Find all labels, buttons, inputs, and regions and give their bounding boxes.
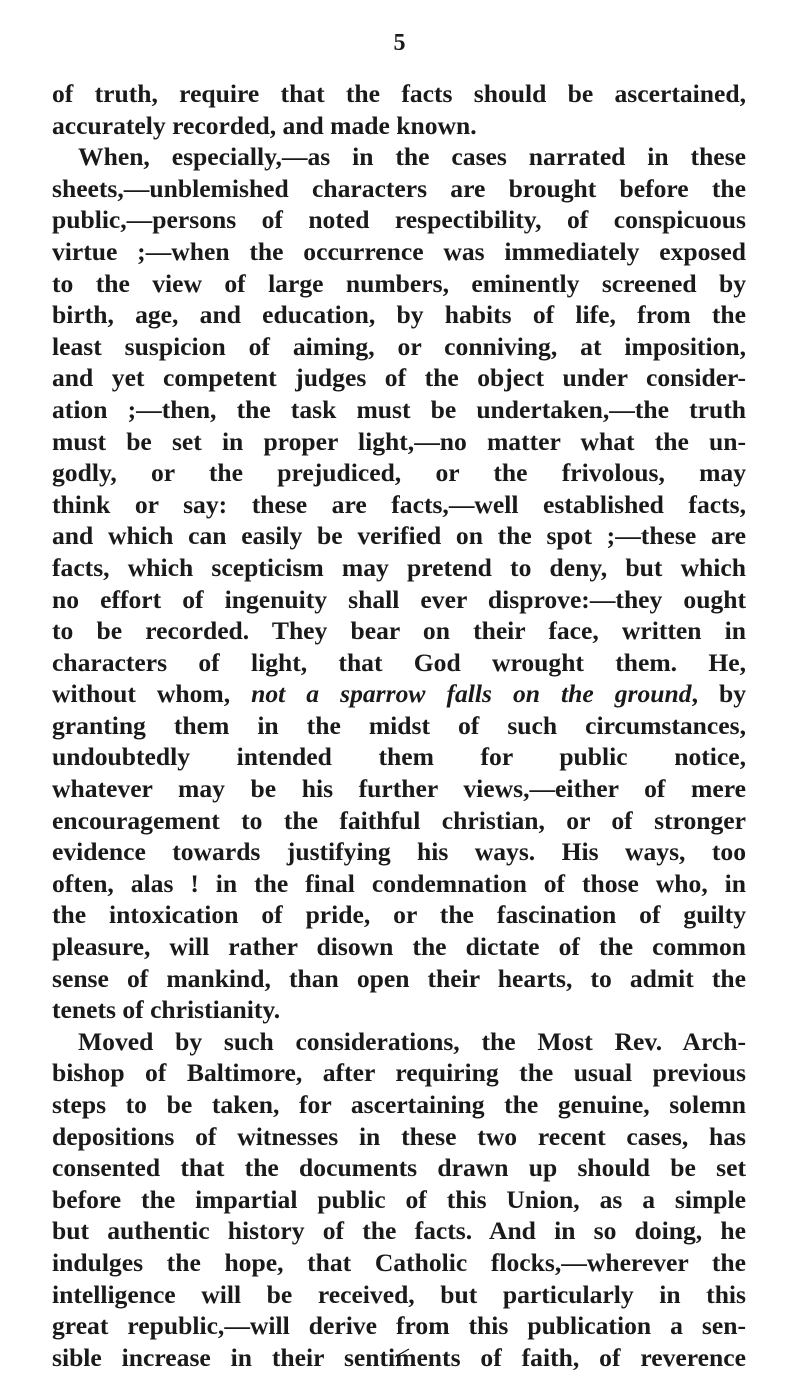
text-line-with-italic (52, 678, 746, 710)
body-text (52, 78, 746, 1373)
text-segment: , by (691, 679, 747, 709)
text-line: whatever may be his further views,—either of mere (52, 774, 746, 804)
text-line: bishop of Baltimore, after requiring the usual previous (52, 1058, 746, 1088)
text-line: sense of mankind, than open their hearts, to admit the (52, 963, 746, 993)
catchword-mark (393, 1348, 411, 1358)
text-line: encouragement to the faithful christian, or of stronger (52, 805, 746, 835)
text-line: ation ;—then, the task must be undertaken,—the truth (52, 394, 746, 424)
text-line: great republic,—will derive from this publication a sen- (52, 1311, 746, 1341)
text-line: and which can easily be verified on the spot ;—these are (52, 521, 746, 551)
text-line: steps to be taken, for ascertaining the genuine, solemn (52, 1090, 746, 1119)
text-line: public,—persons of noted respectibility, of conspicuous (52, 205, 746, 235)
text-line: to the view of large numbers, eminently screened by (52, 268, 746, 298)
paragraph-start-line: Moved by such considerations, the Most Rev. Arch- (78, 1026, 746, 1056)
text-line: of truth, require that the facts should be ascertained, (52, 79, 746, 108)
text-line: undoubtedly intended them for public notice, (52, 742, 746, 772)
text-line: accurately recorded, and made known. (52, 110, 477, 140)
text-line: consented that the documents drawn up should be set (52, 1153, 746, 1183)
paragraph-start-line: When, especially,—as in the cases narrated in these (78, 142, 746, 172)
text-line: virtue ;—when the occurrence was immediately exposed (52, 236, 746, 266)
text-line: tenets of christianity. (52, 995, 281, 1025)
text-line: granting them in the midst of such circumstances, (52, 710, 746, 740)
text-line: evidence towards justifying his ways. His ways, too (52, 837, 746, 867)
text-line: birth, age, and education, by habits of life, from the (52, 300, 746, 330)
italic-quotation: not a sparrow falls on the ground (251, 679, 692, 709)
text-line: depositions of witnesses in these two recent cases, has (52, 1121, 746, 1151)
text-line: sible increase in their sentiments of faith, of reverence (52, 1342, 746, 1372)
text-line: and yet competent judges of the object under consider- (52, 363, 746, 393)
text-line: pleasure, will rather disown the dictate of the common (52, 932, 746, 962)
text-line: facts, which scepticism may pretend to deny, but which (52, 552, 746, 582)
text-line: no effort of ingenuity shall ever disprove:—they ought (52, 584, 746, 614)
page-number: 5 (393, 30, 407, 56)
text-line: characters of light, that God wrought them. He, (52, 647, 746, 677)
text-line: to be recorded. They bear on their face, written in (52, 616, 746, 646)
text-line: intelligence will be received, but particularly in this (52, 1279, 746, 1309)
text-line: think or say: these are facts,—well established facts, (52, 489, 746, 519)
text-line: indulges the hope, that Catholic flocks,—wherever the (52, 1247, 746, 1277)
text-line: must be set in proper light,—no matter what the un- (52, 426, 746, 456)
text-line: least suspicion of aiming, or conniving, at imposition, (52, 331, 746, 361)
text-line: but authentic history of the facts. And in so doing, he (52, 1216, 746, 1246)
text-segment: without whom, (52, 679, 252, 709)
text-line: godly, or the prejudiced, or the frivolous, may (52, 458, 746, 488)
text-line: the intoxication of pride, or the fascination of guilty (52, 900, 746, 930)
text-line: often, alas ! in the final condemnation of those who, in (52, 868, 746, 898)
text-line: sheets,—unblemished characters are brought before the (52, 173, 746, 203)
text-line: before the impartial public of this Union, as a simple (52, 1184, 746, 1214)
